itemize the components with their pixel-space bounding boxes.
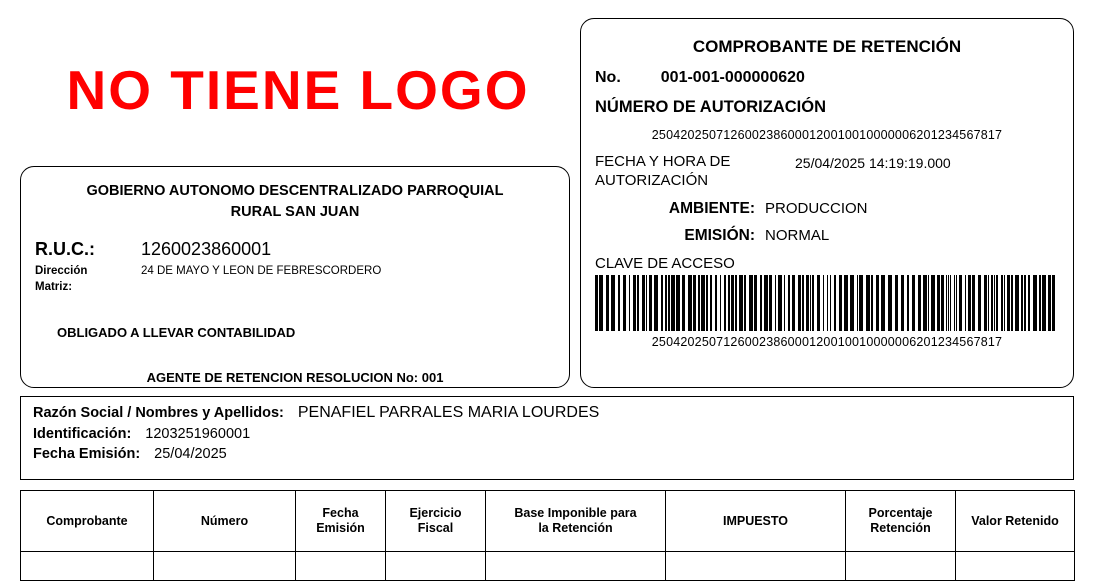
table-header-cell: Fecha Emisión (296, 491, 386, 552)
issuer-ruc-label: R.U.C.: (35, 239, 95, 260)
table-header-cell: Ejercicio Fiscal (386, 491, 486, 552)
authorization-date-label-line2: AUTORIZACIÓN (595, 171, 709, 189)
authorization-date-row (595, 153, 1059, 191)
table-header-cell: Comprobante (21, 491, 154, 552)
client-date-value: 25/04/2025 (154, 446, 227, 462)
client-name-label: Razón Social / Nombres y Apellidos: (33, 405, 284, 421)
barcode-image (595, 275, 1055, 331)
emission-label: EMISIÓN: (684, 226, 755, 244)
table-cell (296, 552, 386, 581)
table-cell (956, 552, 1075, 581)
retention-detail-table (20, 490, 1075, 581)
issuer-name-line1: GOBIERNO AUTONOMO DESCENTRALIZADO PARROQUIAL (86, 183, 504, 199)
client-info-box (20, 396, 1074, 480)
issuer-ruc-row (35, 239, 555, 260)
table-header-cell: Base Imponible para la Retención (486, 491, 666, 552)
issuer-address-value: 24 DE MAYO Y LEON DE FEBRESCORDERO (141, 265, 382, 278)
table-header-cell: Número (154, 491, 296, 552)
issuer-address-label-line1: Dirección (35, 265, 88, 278)
emission-row (595, 227, 1059, 245)
issuer-address-label (35, 264, 135, 295)
issuer-address-row (35, 264, 555, 295)
environment-value: PRODUCCION (765, 199, 868, 217)
receipt-number-row (595, 69, 1059, 87)
retention-agent-note: AGENTE DE RETENCION RESOLUCION No: 001 (146, 370, 444, 386)
receipt-title: COMPROBANTE DE RETENCIÓN (692, 37, 962, 56)
client-date-label: Fecha Emisión: (33, 446, 141, 462)
table-cell (21, 552, 154, 581)
client-id-row (33, 426, 1061, 442)
logo-placeholder-text: NO TIENE LOGO (66, 59, 530, 121)
authorization-date-label (595, 153, 785, 191)
table-cell (666, 552, 846, 581)
authorization-number: 2504202507126002386000120010010000006201234567817 (651, 128, 1003, 142)
authorization-title: NÚMERO DE AUTORIZACIÓN (595, 98, 826, 116)
table-header-row (21, 491, 1075, 552)
table-cell (486, 552, 666, 581)
table-cell (846, 552, 956, 581)
client-id-label: Identificación: (33, 426, 132, 442)
table-row (21, 552, 1075, 581)
table-cell (386, 552, 486, 581)
accounting-obligation-note: OBLIGADO A LLEVAR CONTABILIDAD (57, 325, 296, 341)
issuer-name (35, 181, 555, 223)
issuer-info-box (20, 166, 570, 388)
client-date-row (33, 446, 1061, 462)
table-cell (154, 552, 296, 581)
receipt-number-value: 001-001-000000620 (660, 69, 805, 86)
issuer-address-label-line2: Matriz: (35, 280, 73, 293)
issuer-ruc-value: 1260023860001 (141, 239, 272, 260)
client-id-value: 1203251960001 (145, 426, 251, 442)
table-header-cell: IMPUESTO (666, 491, 846, 552)
client-name-row (33, 404, 1061, 422)
table-header-cell: Porcentaje Retención (846, 491, 956, 552)
authorization-date-label-line1: FECHA Y HORA DE (595, 153, 731, 170)
environment-row (595, 200, 1059, 218)
receipt-info-box (580, 18, 1074, 388)
table-body (21, 552, 1075, 581)
authorization-date-value: 25/04/2025 14:19:19.000 (795, 155, 951, 171)
access-key-value: 2504202507126002386000120010010000006201234567817 (651, 334, 1003, 349)
emission-value: NORMAL (765, 226, 830, 244)
access-key-label: CLAVE DE ACCESO (595, 254, 735, 272)
issuer-name-line2: RURAL SAN JUAN (230, 204, 360, 221)
table-header-cell: Valor Retenido (956, 491, 1075, 552)
client-name-value: PENAFIEL PARRALES MARIA LOURDES (297, 404, 600, 421)
receipt-number-label: No. (595, 69, 621, 86)
environment-label: AMBIENTE: (668, 199, 755, 217)
